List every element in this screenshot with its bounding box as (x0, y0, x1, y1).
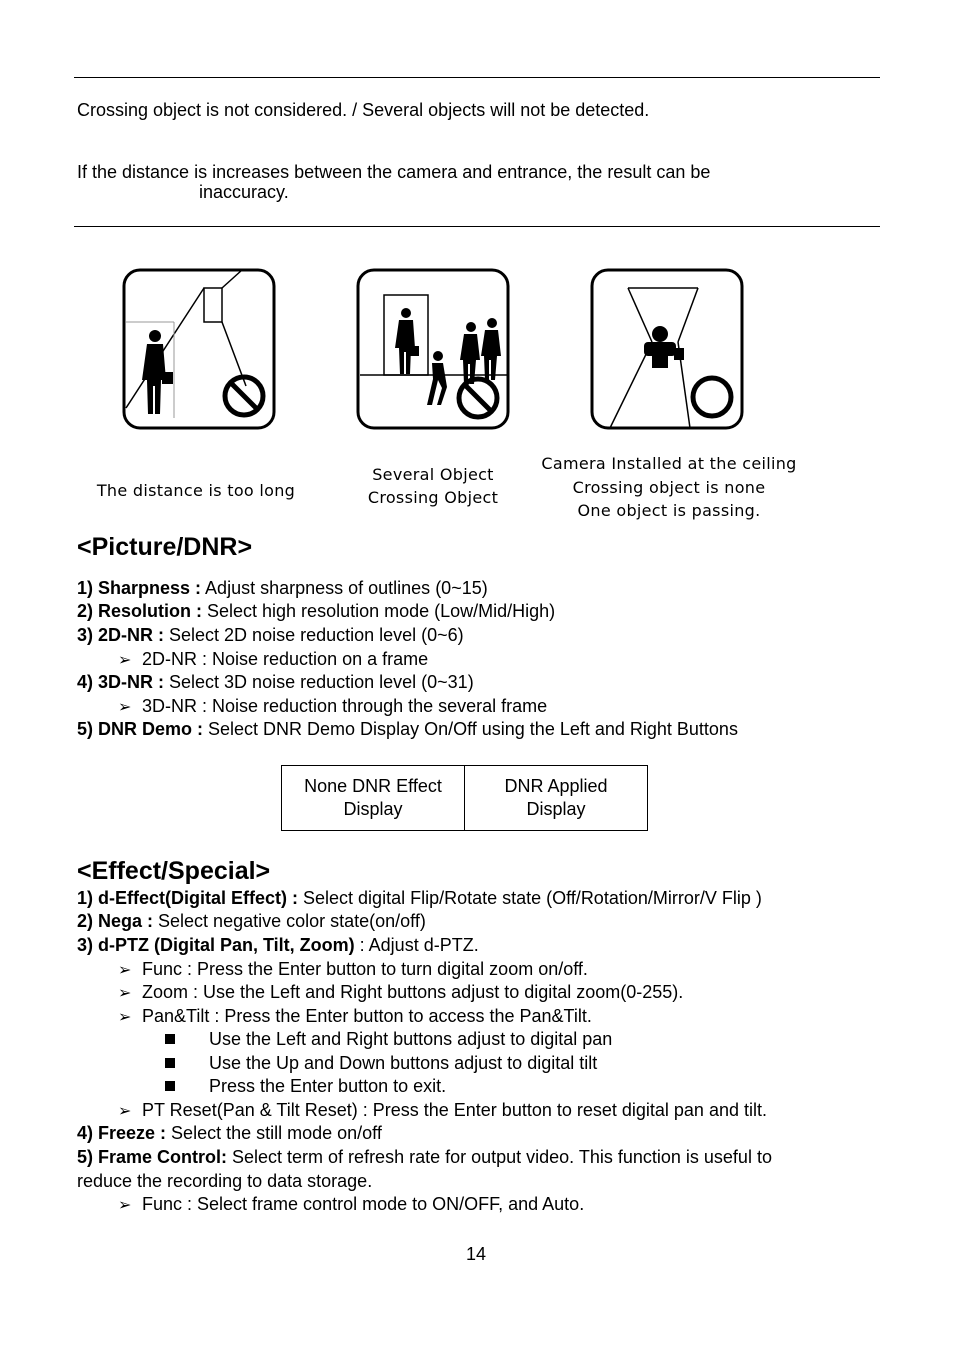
figure-distance-too-long (122, 268, 278, 432)
effect-item-d-effect: 1) d-Effect(Digital Effect) : Select digital Flip/Rotate state (Off/Rotation/Mirror/V Flip ) (77, 888, 762, 908)
arrow-bullet-icon: ➢ (118, 985, 132, 1002)
arrow-bullet-icon: ➢ (118, 1103, 132, 1120)
dnr-demo-table (281, 765, 648, 831)
dnr-item-resolution: 2) Resolution : Select high resolution mode (Low/Mid/High) (77, 601, 556, 621)
dnr-item-2dnr: 3) 2D-NR : Select 2D noise reduction level (0~6) (77, 625, 464, 645)
dnr-sub-2dnr: ➢ 2D-NR : Noise reduction on a frame (118, 648, 428, 672)
ptz-sub-zoom: ➢ Zoom : Use the Left and Right buttons adjust to digital zoom(0-255). (118, 981, 683, 1005)
bottom-rule (74, 226, 880, 227)
figure-camera-ceiling (590, 268, 746, 432)
arrow-bullet-icon: ➢ (118, 1197, 132, 1214)
figure-3-caption-line-1: Camera Installed at the ceiling (541, 454, 797, 473)
note-line-1: Crossing object is not considered. / Several objects will not be detected. (77, 100, 650, 120)
effect-item-freeze: 4) Freeze : Select the still mode on/off (77, 1123, 382, 1143)
effect-item-frame-control: 5) Frame Control: Select term of refresh rate for output video. This function is useful to (77, 1147, 772, 1167)
arrow-bullet-icon: ➢ (118, 652, 132, 669)
arrow-bullet-icon: ➢ (118, 962, 132, 979)
frame-control-cont: reduce the recording to data storage. (77, 1171, 373, 1191)
arrow-bullet-icon: ➢ (118, 1009, 132, 1026)
dnr-applied-cell: DNR Applied Display (465, 766, 648, 831)
note-line-2-cont: inaccuracy. (199, 182, 289, 202)
square-bullet-icon (165, 1058, 175, 1068)
figure-2-caption-line-2: Crossing Object (367, 488, 499, 507)
frame-sub-func: ➢ Func : Select frame control mode to ON/OFF, and Auto. (118, 1193, 584, 1217)
effect-item-d-ptz: 3) d-PTZ (Digital Pan, Tilt, Zoom) : Adjust d-PTZ. (77, 935, 479, 955)
dnr-sub-3dnr: ➢ 3D-NR : Noise reduction through the several frame (118, 695, 547, 719)
effect-special-heading: <Effect/Special> (77, 857, 271, 885)
pantilt-bullet-pan: Use the Left and Right buttons adjust to digital pan (209, 1029, 613, 1049)
ptz-sub-pt-reset: ➢ PT Reset(Pan & Tilt Reset) : Press the Enter button to reset digital pan and tilt. (118, 1099, 767, 1123)
ptz-sub-func: ➢ Func : Press the Enter button to turn digital zoom on/off. (118, 958, 588, 982)
arrow-bullet-icon: ➢ (118, 699, 132, 716)
picture-dnr-heading: <Picture/DNR> (77, 533, 253, 561)
page-number: 14 (466, 1244, 487, 1264)
top-rule (74, 77, 880, 78)
figure-3-caption-line-2: Crossing object is none (572, 478, 766, 497)
dnr-item-sharpness: 1) Sharpness : Adjust sharpness of outlines (0~15) (77, 578, 488, 598)
dnr-item-demo: 5) DNR Demo : Select DNR Demo Display On/Off using the Left and Right Buttons (77, 719, 738, 739)
figure-1-caption: The distance is too long (96, 481, 296, 500)
pantilt-bullet-tilt: Use the Up and Down buttons adjust to digital tilt (209, 1053, 598, 1073)
figure-3-caption-line-3: One object is passing. (577, 501, 761, 520)
none-dnr-cell: None DNR Effect Display (282, 766, 465, 831)
square-bullet-icon (165, 1081, 175, 1091)
note-line-2: If the distance is increases between the camera and entrance, the result can be (77, 162, 711, 182)
pantilt-bullet-exit: Press the Enter button to exit. (209, 1076, 447, 1096)
dnr-item-3dnr: 4) 3D-NR : Select 3D noise reduction level (0~31) (77, 672, 474, 692)
effect-item-nega: 2) Nega : Select negative color state(on/off) (77, 911, 426, 931)
square-bullet-icon (165, 1034, 175, 1044)
ptz-sub-pantilt: ➢ Pan&Tilt : Press the Enter button to access the Pan&Tilt. (118, 1005, 592, 1029)
figure-several-object (356, 268, 512, 432)
figure-2-caption-line-1: Several Object (372, 465, 494, 484)
